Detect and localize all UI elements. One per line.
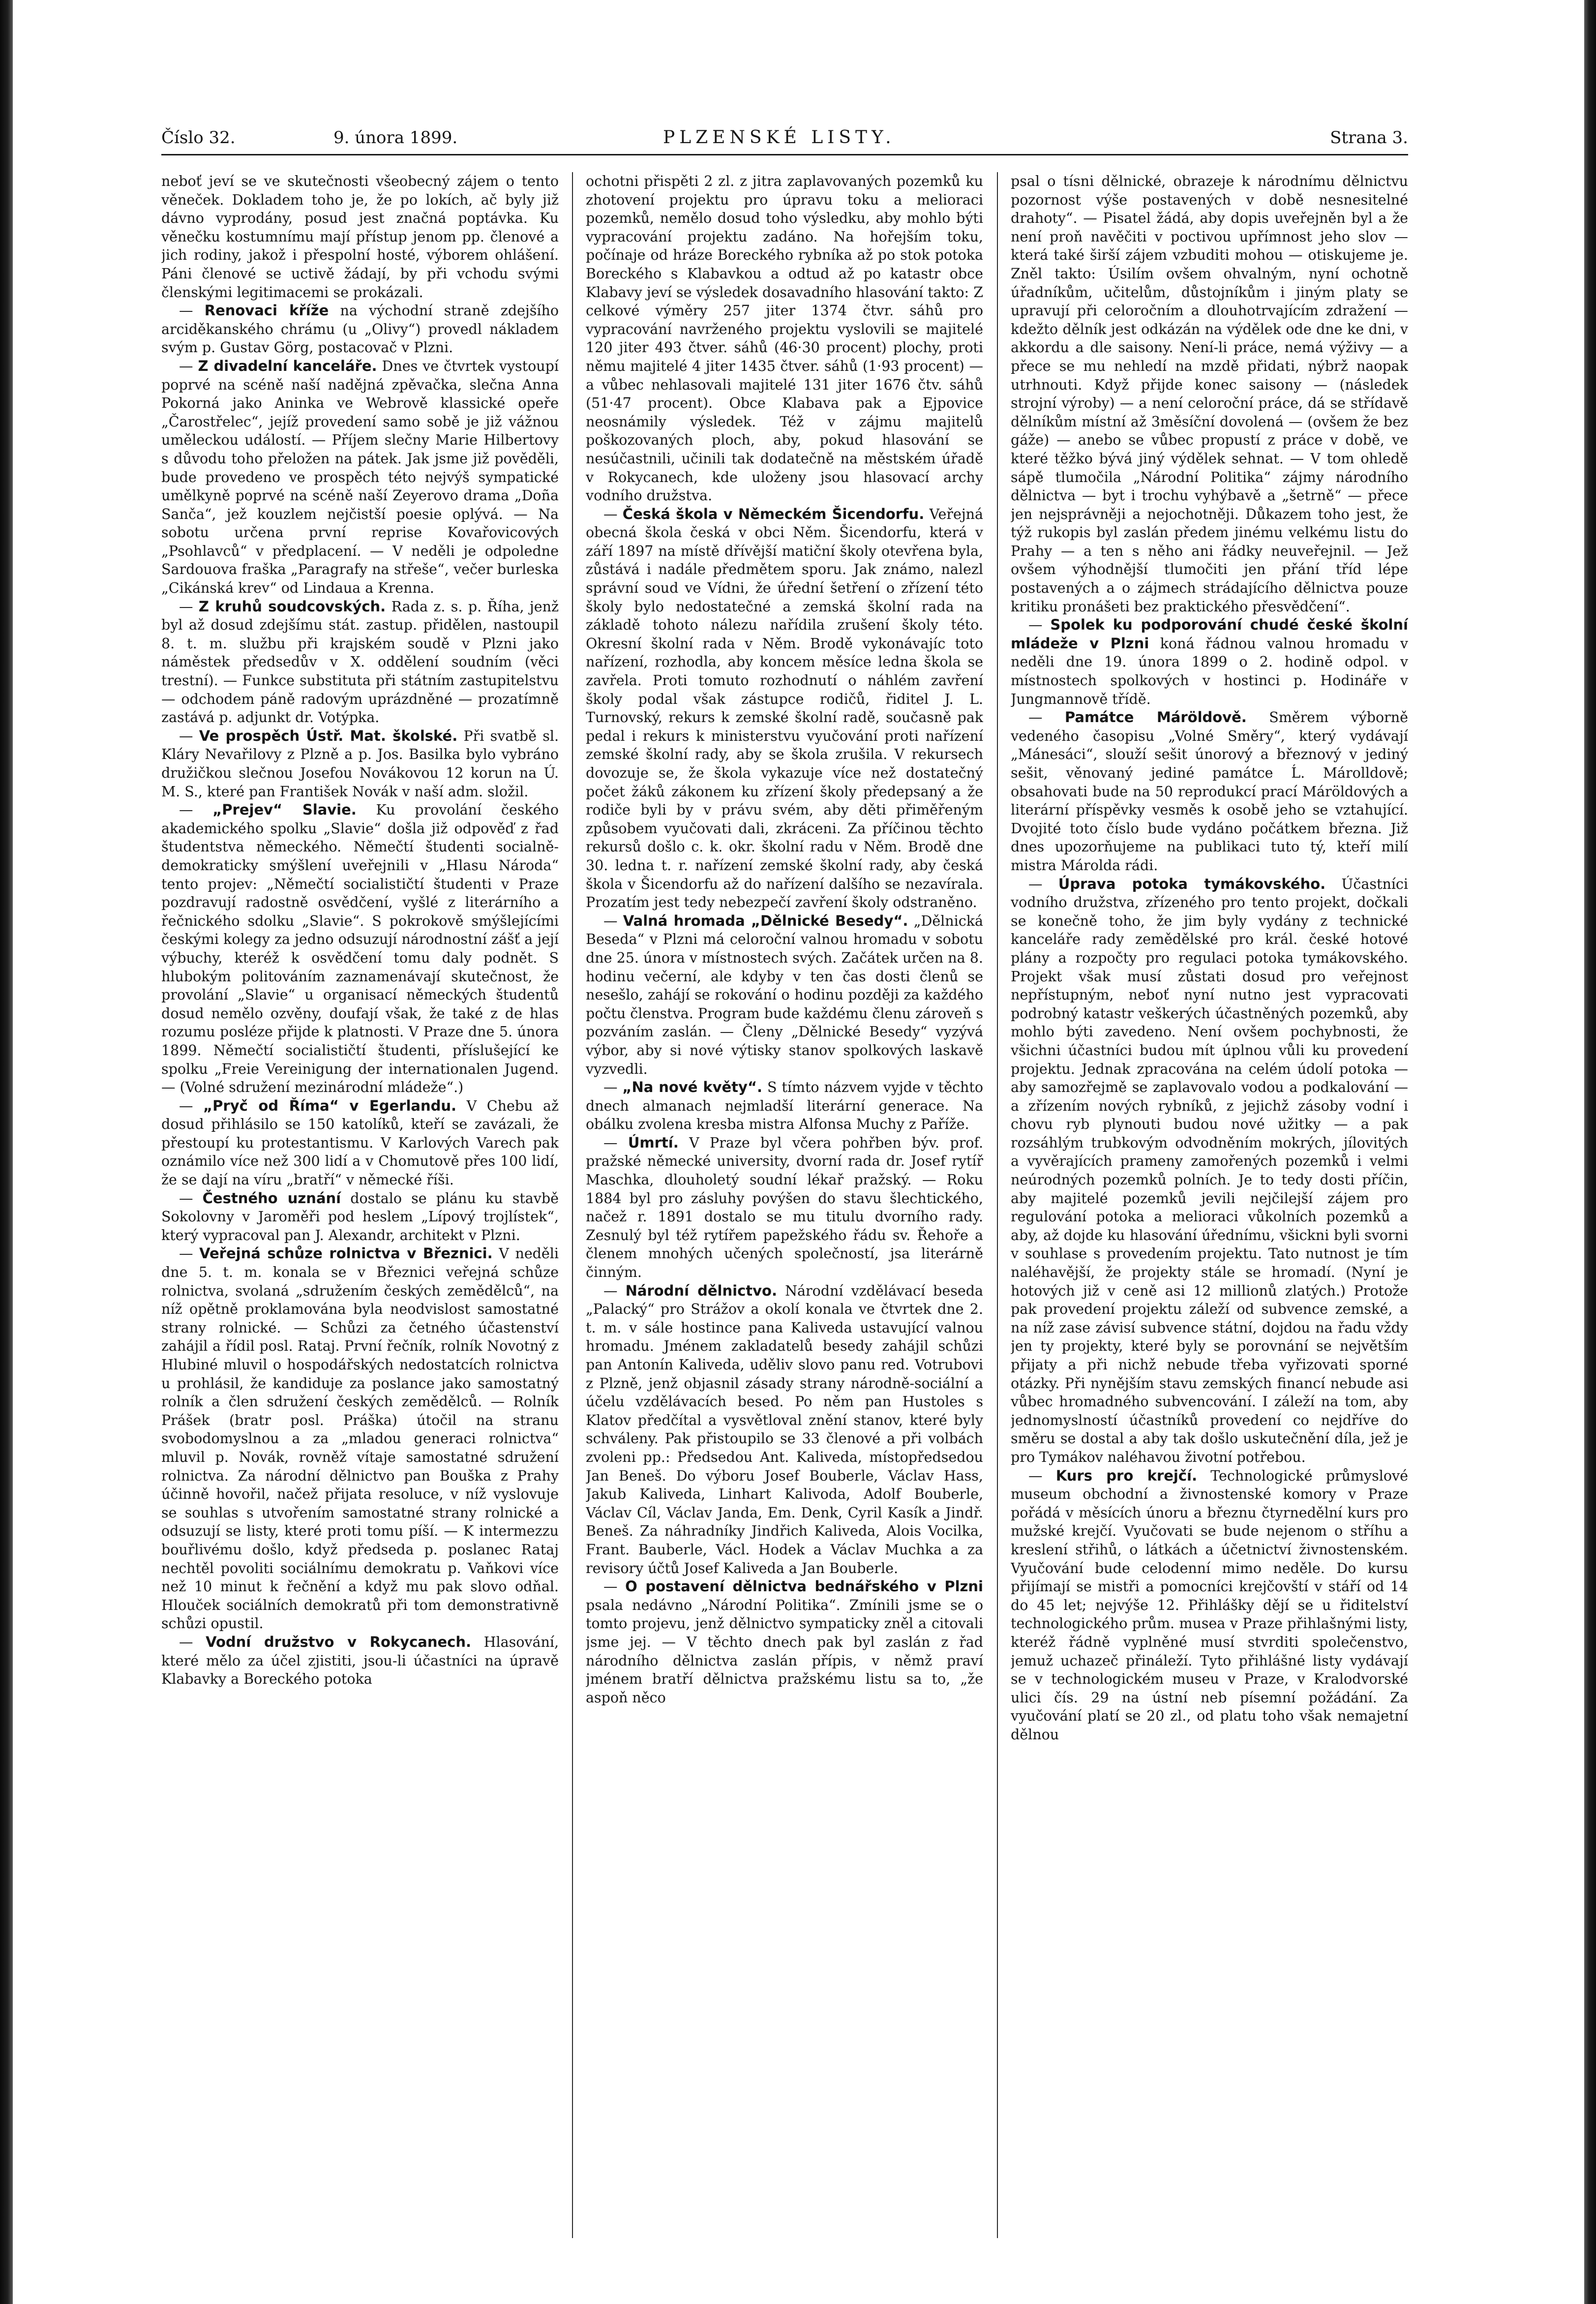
article: — Spolek ku podporování chudé české školní mládeže v Plzni koná řádnou valnou hromadu v neděli dne 19. února 1899 o 2. hodině odpol. v místnostech spolkových v hostinci p. Hodináře v Jungmannově třídě. xyxy=(1011,616,1408,707)
article-continuation: ochotni přispěti 2 zl. z jitra zaplavovaných pozemků ku zhotovení projektu pro úpravu toku a melioraci pozemků, nemělo dosud toho výsledku, aby mohlo býti vypracování projektu zadáno. Na hořejším toku, počínaje od hráze Boreckého rybníka až po stok potoka Boreckého s Klabavkou a odtud až po katastr obce Klabavy jeví se výsledek dosavadního hlasování takto: Z celkové výměry 257 jiter 1374 čtvr. sáhů pro vypracování navrženého projektu vyslovili se majitelé 120 jiter 493 čtver. sáhů (46·30 procent) plochy, proti němu majitelé 4 jiter 1435 čtver. sáhů (1·93 procent) — a vůbec nehlasovali majitelé 131 jiter 1676 čtv. sáhů (51·47 procent). Obce Klabava pak a Ejpovice neosnámily výsledek. Též v zájmu majitelů poškozovaných ploch, aby, pokud hlasování se nesúčastnili, učinili tak dodatečně na městském úřadě v Rokycanech, kde uloženy jsou hlasovací archy vodního družstva. xyxy=(586,173,983,504)
column-divider xyxy=(572,172,573,2238)
article-body: Ku provolání českého akademického spolku „Slavie“ došla již odpověď z řad študentstva německého. Němečtí študenti socialně-demokraticky smýšlení uveřejnili v „Hlasu Národa“ tento projev: „Němečtí socialističtí študenti v Praze pozdravují radostně osvědčení, vyšlé z literárního a řečnického sdolku „Slavie“. S pokrokově smýšlejícími českými kolegy za jedno odsuzují národnostní zášť a její výbuchy, kteréž k osvědčení tomu daly podnět. S hlubokým politováním zaznamenávají skutečnost, že provolání „Slavie“ u organisací německých študentů dosud nemělo ozvěny, doufají však, že také z de hlas rozumu posléze přijde k platnosti. V Praze dne 5. února 1899. Němečtí socialističtí študenti, příslušející ke spolku „Freie Vereinigung der internationalen Jugend. — (Volné sdružení mezinárodní mládeže“.) xyxy=(161,802,559,1096)
scan-border-left xyxy=(0,0,13,2304)
column-divider xyxy=(997,172,998,2238)
article: — O postavení dělnictva bednářského v Plzni psala nedávno „Národní Politika“. Zmínili jsme se o tomto projevu, jenž dělnictvo sympaticky zněl a citovali jsme jej. — V těchto dnech pak byl zaslán z řad národního dělnictva zaslán přípis, v němž praví jménem bratří dělnictva pražskému listu sa to, „že aspoň něco xyxy=(586,1578,983,1706)
article: — Památce Máröldově. Směrem výborně vedeného časopisu „Volné Směry“, který vydávají „Mánesáci“, slouží sešit únorový a březnový v jediný sešit, věnovaný jediné památce Ĺ. Márolldově; obsahovati bude na 50 reprodukcí prací Máröldových a literární příspěvky vesměs k osobě jeho se vztahující. Dvojité toto číslo bude vydáno počátkem března. Již dnes upozorňujeme na publikaci tuto tý, kteří milí mistra Márolda rádi. xyxy=(1011,709,1408,874)
article-headline: Z divadelní kanceláře. xyxy=(198,357,377,374)
article-body: na východní straně zdejšího arciděkanského chrámu (u „Olivy“) provedl nákladem svým p. Gustav Görg, postacovač v Plzni. xyxy=(161,303,559,356)
article-body: V Praze byl včera pohřben býv. prof. pražské německé university, dvorní rada dr. Josef rytíř Maschka, dlouholetý soudní lékař pražský. — Roku 1884 byl pro zásluhy povýšen do stavu šlechtického, načež r. 1891 dostalo se mu titulu dvorního rady. Zesnulý byl též rytířem papežského řádu sv. Řehoře a členem mnohých učených společností, jsa literárně činným. xyxy=(586,1134,983,1281)
article: — „Na nové květy“. S tímto názvem vyjde v těchto dnech almanach nejmladší literární generace. Na obálku zvolena kresba mistra Alfonsa Muchy z Paříže. xyxy=(586,1079,983,1133)
article-body: Technologické průmyslové museum obchodní a živnostenské komory v Praze pořádá v měsících únoru a březnu čtyrnedělní kurs pro mužské krejčí. Vyučovati se bude nejenom o stříhu a kreslení střihů, o látkách a účetnictví živnostenském. Vyučování bude celodenní mimo neděle. Do kursu přijímají se mistři a pomocníci krejčovští v stáří od 14 do 45 let; nejvýše 12. Přihlášky dějí se u řiditelství technologického prům. musea v Praze přihlašnými listy, kteréž řádně vyplněné musí stvrditi společenstvo, jemuž uchazeč přináleží. Tyto přihlášné listy vydávají se v technologickém museu v Praze, v Kralodvorské ulici čís. 29 na ústní neb písemní požádání. Za vyučování platí se 20 zl., od platu toho však nemajetní dělnou xyxy=(1011,1467,1408,1743)
article-body: Hlasování, které mělo za účel zjistiti, jsou-li účastníci na úpravě Klabavky a Boreckého potoka xyxy=(161,1634,559,1688)
article: — Renovaci kříže na východní straně zdejšího arciděkanského chrámu (u „Olivy“) provedl nákladem svým p. Gustav Görg, postacovač v Plzni. xyxy=(161,302,559,356)
article-headline: Památce Máröldově. xyxy=(1064,709,1247,726)
page-number: Strana 3. xyxy=(1330,128,1408,148)
article-headline: Renovaci kříže xyxy=(204,302,329,319)
article-headline: „Pryč od Říma“ v Egerlandu. xyxy=(203,1097,457,1114)
article-headline: Česká škola v Německém Šicendorfu. xyxy=(622,505,925,522)
article-body: Směrem výborně vedeného časopisu „Volné Směry“, který vydávají „Mánesáci“, slouží sešit únorový a březnový v jediný sešit, věnovaný jediné památce Ĺ. Márolldově; obsahovati bude na 50 reprodukcí prací Máröldových a literární příspěvky vesměs k osobě jeho se vztahující. Dvojité toto číslo bude vydáno počátkem března. Již dnes upozorňujeme na publikaci tuto tý, kteří milí mistra Márolda rádi. xyxy=(1011,709,1408,874)
column-left xyxy=(161,172,559,2238)
article-body: koná řádnou valnou hromadu v neděli dne 19. února 1899 o 2. hodině odpol. v místnostech spolkových v hostinci p. Hodináře v Jungmannově třídě. xyxy=(1011,635,1408,707)
newspaper-title: PLZENSKÉ LISTY. xyxy=(663,127,896,148)
article-body: Národní vzdělávací beseda „Palacký“ pro Strážov a okolí konala ve čtvrtek dne 2. t. m. v sále hostince pana Kaliveda ustavující valnou hromadu. Jménem zakladatelů besedy zahájil schůzi pan Antonín Kaliveda, uděliv slovo panu red. Votrubovi z Plzně, jenž objasnil zásady strany národně-sociální a účelu vzdělávacích besed. Po něm pan Hustoles s Klatov předčítal a vysvětloval znění stanov, které byly schváleny. Pak přistoupilo se 33 členové a při volbách zvoleni pp.: Předsedou Ant. Kaliveda, místopředsedou Jan Beneš. Do výboru Josef Bouberle, Václav Hass, Jakub Kaliveda, Linhart Kalivoda, Adolf Bouberle, Václav Cíl, Václav Janda, Em. Denk, Cyril Kasík a Jindř. Beneš. Za náhradníky Jindřich Kaliveda, Alois Vocilka, Frant. Bauberle, Václ. Hodek a Václav Muchka a za revisory účtů Josef Kaliveda a Jan Bouberle. xyxy=(586,1282,983,1576)
article-headline: Vodní družstvo v Rokycanech. xyxy=(206,1633,472,1650)
article-body: „Dělnická Beseda“ v Plzni má celoroční valnou hromadu v sobotu dne 25. února v místnostech svých. Začátek určen na 8. hodinu večerní, ale kdyby v ten čas dosti členů se nesešlo, zahájí se rokování o hodinu později za každého počtu členstva. Program bude každému členu zároveň s pozváním zaslán. — Členy „Dělnické Besedy“ vyzývá výbor, aby si nové výtisky stanov spolkových laskavě vyzvedli. xyxy=(586,912,983,1077)
article-continuation: neboť jeví se ve skutečnosti všeobecný zájem o tento věneček. Dokladem toho je, že po lokích, ač byly již dávno vyprodány, posud jest značná poptávka. Ku věnečku kostumnímu mají přístup jenom pp. členové a jich rodiny, jakož i přespolní hosté, výborem ohlášení. Páni členové se uctivě žádají, by při vchodu svými členskými legitimacemi se prokázali. xyxy=(161,173,559,301)
article-headline: Z kruhů soudcovských. xyxy=(198,598,386,615)
article-headline: Úmrtí. xyxy=(628,1134,679,1151)
header-rule xyxy=(161,154,1408,155)
article-headline: Kurs pro krejčí. xyxy=(1055,1467,1197,1484)
newspaper-page xyxy=(161,125,1408,2241)
article: — Čestného uznání dostalo se plánu ku stavbě Sokolovny v Jaroměři pod heslem „Lípový trojlístek“, který vypracoval pan J. Alexandr, architekt v Plzni. xyxy=(161,1189,559,1243)
article-columns xyxy=(161,172,1408,2238)
article-body: psala nedávno „Národní Politika“. Zmínili jsme se o tomto projevu, jenž dělnictvo sympaticky zněl a citovali jsme jej. — V těchto dnech pak byl zaslán z řad národního dělnictva zaslán přípis, v němž praví jménem bratří dělnictva pražskému listu sa to, „že aspoň něco xyxy=(586,1597,983,1706)
article-continuation: psal o tísni dělnické, obrazeje k národnímu dělnictvu pozornost výše postavených v době nesnesitelné drahoty“. — Pisatel žádá, aby dopis uveřejněn byl a že není proň navěčiti v poctivou upřímnost jeho slov — která také širší zájem vzbuditi mohou — otiskujeme je. Zněl takto: Úsilím ovšem ohvalným, nyní ochotně úřadníkům, učitelům, důstojníkům i jiným platy se upravují při celoročním a dlouhotrvajícím zdražení — kdežto dělník jest odkázán na výdělek ode dne ke dni, v akkordu a dle saisony. Není-li práce, nemá výživy — a přece se mu nehledí na mzdě přidati, nýbrž naopak utrhnouti. Když přijde konec saisony — (následek strojní výroby) — a není celoroční práce, dá se střídavě dělníkům místní až 3měsíční dovolená — (ovšem že bez gáže) — anebo se vůbec propustí z práce v době, ve které těžko bývá jiný výdělek sehnat. — V tom ohledě sápě tlumočila „Národní Politika“ zájmy národního dělnictva — byt i trochu vyhýbavě a „šetrně“ — přece jen nejsprávněji a nejochotněji. Důkazem toho jest, že týž rukopis byl zaslán předem jinému velkému listu do Prahy — a ten s něho ani řádky neuveřejnil. — Jež ovšem výhodnější tlumočiti jen přání tříd lépe postavených a o zájmech strádajícího dělnictva pouze kritiku pronášeti bez praktického přesvědčení“. xyxy=(1011,173,1408,615)
article-headline: Čestného uznání xyxy=(202,1189,341,1207)
article-body: S tímto názvem vyjde v těchto dnech almanach nejmladší literární generace. Na obálku zvolena kresba mistra Alfonsa Muchy z Paříže. xyxy=(586,1079,983,1133)
article: — Vodní družstvo v Rokycanech. Hlasování, které mělo za účel zjistiti, jsou-li účastníci na úpravě Klabavky a Boreckého potoka xyxy=(161,1633,559,1688)
article: — Česká škola v Německém Šicendorfu. Veřejná obecná škola česká v obci Něm. Šicendorfu, která v září 1897 na místě dřívější matiční školy otevřena byla, zůstává i nadále předmětem sporu. Jak známo, nalezl správní soud ve Vídni, že úřední šetření o zřízení této školy bylo nedostatečné a zemská školní rada na základě tohoto nálezu nařídila zrušení školy této. Okresní školní rada v Něm. Brodě vykonávajíc toto nařízení, rozhodla, aby koncem měsíce ledna škola se zavřela. Proti tomuto rozhodnutí o náhlém zavření školy podal však zástupce rodičů, řiditel J. L. Turnovský, rekurs k zemské školní radě, současně pak pedal i rekurs k ministerstvu vyučování proti nařízení zemské školní rady, aby se škola zrušila. V rekursech dovozuje se, že škola vykazuje více než dostatečný počet žáků zákonem ku zřízení školy předepsaný a že rodiče byli by v právu svém, aby děti přiměřeným způsobem vyučovati dali, zkráceni. Za příčinou těchto rekursů došlo c. k. okr. školní radu v Něm. Brodě dne 30. ledna t. r. nařízení zemské školní rady, aby česká škola v Šicendorfu až do nařízení dalšího se nezavírala. Prozatím jest tedy nebezpečí zavření školy odstraněno. xyxy=(586,505,983,911)
article: — Národní dělnictvo. Národní vzdělávací beseda „Palacký“ pro Strážov a okolí konala ve čtvrtek dne 2. t. m. v sále hostince pana Kaliveda ustavující valnou hromadu. Jménem zakladatelů besedy zahájil schůzi pan Antonín Kaliveda, uděliv slovo panu red. Votrubovi z Plzně, jenž objasnil zásady strany národně-sociální a účelu vzdělávacích besed. Po něm pan Hustoles s Klatov předčítal a vysvětloval znění stanov, které byly schváleny. Pak přistoupilo se 33 členové a při volbách zvoleni pp.: Předsedou Ant. Kaliveda, místopředsedou Jan Beneš. Do výboru Josef Bouberle, Václav Hass, Jakub Kaliveda, Linhart Kalivoda, Adolf Bouberle, Václav Cíl, Václav Janda, Em. Denk, Cyril Kasík a Jindř. Beneš. Za náhradníky Jindřich Kaliveda, Alois Vocilka, Frant. Bauberle, Václ. Hodek a Václav Muchka a za revisory účtů Josef Kaliveda a Jan Bouberle. xyxy=(586,1282,983,1576)
article: — Valná hromada „Dělnické Besedy“. „Dělnická Beseda“ v Plzni má celoroční valnou hromadu v sobotu dne 25. února v místnostech svých. Začátek určen na 8. hodinu večerní, ale kdyby v ten čas dosti členů se nesešlo, zahájí se rokování o hodinu později za každého počtu členstva. Program bude každému členu zároveň s pozváním zaslán. — Členy „Dělnické Besedy“ vyzývá výbor, aby si nové výtisky stanov spolkových laskavě vyzvedli. xyxy=(586,912,983,1077)
article-headline: Úprava potoka tymákovského. xyxy=(1058,875,1326,892)
article: — „Pryč od Říma“ v Egerlandu. V Chebu až dosud přihlásilo se 150 katolíků, kteří se zavázali, že přestoupí ku protestantismu. V Karlových Varech pak oznámilo více než 300 lidí a v Chomutově přes 100 lidí, že se dají na víru „bratří“ v německé říši. xyxy=(161,1097,559,1188)
article-body: Veřejná obecná škola česká v obci Něm. Šicendorfu, která v září 1897 na místě dřívější matiční školy otevřena byla, zůstává i nadále předmětem sporu. Jak známo, nalezl správní soud ve Vídni, že úřední šetření o zřízení této školy bylo nedostatečné a zemská školní rada na základě tohoto nálezu nařídila zrušení školy této. Okresní školní rada v Něm. Brodě vykonávajíc toto nařízení, rozhodla, aby koncem měsíce ledna škola se zavřela. Proti tomuto rozhodnutí o náhlém zavření školy podal však zástupce rodičů, řiditel J. L. Turnovský, rekurs k zemské školní radě, současně pak pedal i rekurs k ministerstvu vyučování proti nařízení zemské školní rady, aby se škola zrušila. V rekursech dovozuje se, že škola vykazuje více než dostatečný počet žáků zákonem ku zřízení školy předepsaný a že rodiče byli by v právu svém, aby děti přiměřeným způsobem vyučovati dali, zkráceni. Za příčinou těchto rekursů došlo c. k. okr. školní radu v Něm. Brodě dne 30. ledna t. r. nařízení zemské školní rady, aby česká škola v Šicendorfu až do nařízení dalšího se nezavírala. Prozatím jest tedy nebezpečí zavření školy odstraněno. xyxy=(586,506,983,911)
article-body: Rada z. s. p. Říha, jenž byl až dosud zdejšímu stát. zastup. přidělen, nastoupil 8. t. m. službu při krajském soudě v Plzni jako náměstek předsedův v X. oddělení soudním (věci trestní). — Funkce substituta při státním zastupitelstvu — odchodem páně radovým uprázdněné — prozatímně zastává p. adjunkt dr. Votýpka. xyxy=(161,598,559,726)
article-body: V Chebu až dosud přihlásilo se 150 katolíků, kteří se zavázali, že přestoupí ku protestantismu. V Karlových Varech pak oznámilo více než 300 lidí a v Chomutově přes 100 lidí, že se dají na víru „bratří“ v německé říši. xyxy=(161,1097,559,1188)
issue-number: Číslo 32. xyxy=(161,128,236,148)
article-body: Dnes ve čtvrtek vystoupí poprvé na scéně naší nadějná zpěvačka, slečna Anna Pokorná jako Aninka ve Webrově klassické opeře „Čarostřelec“, jejíž provedení samo sobě je již vážnou uměleckou událostí. — Příjem slečny Marie Hilbertovy s důvodu toho přeložen na pátek. Jak jsme již pověděli, bude provedeno ve prospěch této nejvýš sympatické umělkyně poprvé na scéně naší Zeyerovo drama „Doña Sanča“, jež kouzlem nejčistší poesie oplývá. — Na sobotu určena první reprise Kovařovicových „Psohlavců“ v předplacení. — V neděli je odpoledne Sardouova fraška „Paragrafy na střeše“, večer burleska „Cikánská krev“ od Lindaua a Krenna. xyxy=(161,358,559,597)
article: — Úmrtí. V Praze byl včera pohřben býv. prof. pražské německé university, dvorní rada dr. Josef rytíř Maschka, dlouholetý soudní lékař pražský. — Roku 1884 byl pro zásluhy povýšen do stavu šlechtického, načež r. 1891 dostalo se mu titulu dvorního rady. Zesnulý byl též rytířem papežského řádu sv. Řehoře a členem mnohých učených společností, jsa literárně činným. xyxy=(586,1134,983,1281)
article: — „Prejev“ Slavie. Ku provolání českého akademického spolku „Slavie“ došla již odpověď z řad študentstva německého. Němečtí študenti socialně-demokraticky smýšlení uveřejnili v „Hlasu Národa“ tento projev: „Němečtí socialističtí študenti v Praze pozdravují radostně osvědčení, vyšlé z literárního a řečnického sdolku „Slavie“. S pokrokově smýšlejícími českými kolegy za jedno odsuzují národnostní zášť a její výbuchy, kteréž k osvědčení tomu daly podnět. S hlubokým politováním zaznamenávají skutečnost, že provolání „Slavie“ u organisací německých študentů dosud nemělo ozvěny, doufají však, že také z de hlas rozumu posléze přijde k platnosti. V Praze dne 5. února 1899. Němečtí socialističtí študenti, příslušející ke spolku „Freie Vereinigung der internationalen Jugend. — (Volné sdružení mezinárodní mládeže“.) xyxy=(161,801,559,1096)
article: — Kurs pro krejčí. Technologické průmyslové museum obchodní a živnostenské komory v Praze pořádá v měsících únoru a březnu čtyrnedělní kurs pro mužské krejčí. Vyučovati se bude nejenom o stříhu a kreslení střihů, o látkách a účetnictví živnostenském. Vyučování bude celodenní mimo neděle. Do kursu přijímají se mistři a pomocníci krejčovští v stáří od 14 do 45 let; nejvýše 12. Přihlášky dějí se u řiditelství technologického prům. musea v Praze přihlašnými listy, kteréž řádně vyplněné musí stvrditi společenstvo, jemuž uchazeč přináleží. Tyto přihlášné listy vydávají se v technologickém museu v Praze, v Kralodvorské ulici čís. 29 na ústní neb písemní požádání. Za vyučování platí se 20 zl., od platu toho však nemajetní dělnou xyxy=(1011,1467,1408,1743)
article-headline: Spolek ku podporování chudé české školní mládeže v Plzni xyxy=(1011,616,1408,652)
article-body: Účastníci vodního družstva, zřízeného pro tento projekt, dočkali se konečně toho, že jim byly vydány z technické kanceláře rady zemědělské pro král. české hotové plány a rozpočty pro regulaci potoka tymákovského. Projekt však musí zůstati dosud pro veřejnost nepřístupným, neboť nyní nutno jest vypracovati podrobný katastr veškerých účastněných pozemků, aby mohlo býti zavedeno. Není ovšem pochybnosti, že všichni účastníci budou mít úplnou vůli ku provedení projektu. Jednak zpracována na celém údolí potoka — aby samozřejmě se zaplavovalo vodou a podkalování — a zřízením nových rybníků, z jejichž zásoby vodní i chovu ryb plynouti budou nové užitky — a pak rozsáhlým trubkovým odvodněním mokrých, jílovitých a vyvěrajících prameny zamořených pozemků i velmi neúrodných pozemků polních. Je to tedy dosti příčin, aby majitelé pozemků jevili nejčilejší zájem pro regulování potoka a melioraci vůkolních pozemků a aby, až dojde ku hlasování úřednímu, všickni byli svorni v souhlase s provedením projektu. Tato nutnost je tím naléhavější, že projekty stále se hromadí. (Nyní je hotových již v ceně asi 12 millionů zlatých.) Protože pak provedení projektu záleží od subvence zemské, a na níž zase závisí subvence státní, dojdou na řadu vždy jen ty projekty, které byly se porovnání se největším přijaty a při nichž nebude třeba vyřizovati sporné otázky. Při nynějším stavu zemských financí nebude asi vůbec hromadného subvencování. I záleží na tom, aby jednomyslností účastníků provedení co nejdříve do směru se dostal a aby tak došlo uskutečnění díla, jež je pro Tymákov naléhavou životní potřebou. xyxy=(1011,876,1408,1465)
issue-date: 9. února 1899. xyxy=(333,128,458,148)
article-headline: „Prejev“ Slavie. xyxy=(212,801,357,819)
article: — Z divadelní kanceláře. Dnes ve čtvrtek vystoupí poprvé na scéně naší nadějná zpěvačka, slečna Anna Pokorná jako Aninka ve Webrově klassické opeře „Čarostřelec“, jejíž provedení samo sobě je již vážnou uměleckou událostí. — Příjem slečny Marie Hilbertovy s důvodu toho přeložen na pátek. Jak jsme již pověděli, bude provedeno ve prospěch této nejvýš sympatické umělkyně poprvé na scéně naší Zeyerovo drama „Doña Sanča“, jež kouzlem nejčistší poesie oplývá. — Na sobotu určena první reprise Kovařovicových „Psohlavců“ v předplacení. — V neděli je odpoledne Sardouova fraška „Paragrafy na střeše“, večer burleska „Cikánská krev“ od Lindaua a Krenna. xyxy=(161,357,559,597)
article-headline: Veřejná schůze rolnictva v Březnici. xyxy=(199,1245,493,1262)
article-headline: „Na nové květy“. xyxy=(622,1079,763,1096)
article: — Ve prospěch Ústř. Mat. školské. Při svatbě sl. Kláry Nevařilovy z Plzně a p. Jos. Basilka bylo vybráno družičkou slečnou Josefou Novákovou 12 korun na Ú. M. S., které pan František Novák v naší adm. složil. xyxy=(161,727,559,800)
article: — Úprava potoka tymákovského. Účastníci vodního družstva, zřízeného pro tento projekt, dočkali se konečně toho, že jim byly vydány z technické kanceláře rady zemědělské pro král. české hotové plány a rozpočty pro regulaci potoka tymákovského. Projekt však musí zůstati dosud pro veřejnost nepřístupným, neboť nyní nutno jest vypracovati podrobný katastr veškerých účastněných pozemků, aby mohlo býti zavedeno. Není ovšem pochybnosti, že všichni účastníci budou mít úplnou vůli ku provedení projektu. Jednak zpracována na celém údolí potoka — aby samozřejmě se zaplavovalo vodou a podkalování — a zřízením nových rybníků, z jejichž zásoby vodní i chovu ryb plynouti budou nové užitky — a pak rozsáhlým trubkovým odvodněním mokrých, jílovitých a vyvěrajících prameny zamořených pozemků i velmi neúrodných pozemků polních. Je to tedy dosti příčin, aby majitelé pozemků jevili nejčilejší zájem pro regulování potoka a melioraci vůkolních pozemků a aby, až dojde ku hlasování úřednímu, všickni byli svorni v souhlase s provedením projektu. Tato nutnost je tím naléhavější, že projekty stále se hromadí. (Nyní je hotových již v ceně asi 12 millionů zlatých.) Protože pak provedení projektu záleží od subvence zemské, a na níž zase závisí subvence státní, dojdou na řadu vždy jen ty projekty, které byly se porovnání se největším přijaty a při nichž nebude třeba vyřizovati sporné otázky. Při nynějším stavu zemských financí nebude asi vůbec hromadného subvencování. I záleží na tom, aby jednomyslností účastníků provedení co nejdříve do směru se dostal a aby tak došlo uskutečnění díla, jež je pro Tymákov naléhavou životní potřebou. xyxy=(1011,875,1408,1465)
article-headline: O postavení dělnictva bednářského v Plzni xyxy=(625,1578,983,1595)
article-body: V neděli dne 5. t. m. konala se v Březnici veřejná schůze rolnictva, svolaná „sdružením českých zemědělců“, na níž opětně proklamována byla neodvislost samostatné strany rolnické. — Schůzi za četného účastenství zahájil a řídil posl. Rataj. První řečník, rolník Novotný z Hlubiné mluvil o hospodářských nedostatcích rolnictva u prohlásil, že kandiduje za poslance jako samostatný rolník a člen sdružení českých zemědělců. — Rolník Prášek (bratr posl. Práška) útočil na stranu svobodomyslnou a za „mladou generaci rolnictva“ mluvil p. Novák, rovněž vítaje samostatné sdružení rolnictva. Za národní dělnictvo pan Bouška z Prahy účinně hovořil, načež přijata resoluce, v níž vyslovuje se souhlas s utvořením samostatné strany rolnické a odsuzují se listy, které proti tomu píší. — K intermezzu bouřlivému došlo, když předseda p. poslanec Rataj nechtěl povoliti sociálnímu demokratu p. Vaňkovi více než 10 minut k řečnění a když mu pak slovo odňal. Hlouček sociálních demokratů při tom demonstrativně schůzi opustil. xyxy=(161,1245,559,1632)
page-header xyxy=(161,125,1408,150)
column-right xyxy=(1011,172,1408,2238)
article-headline: Národní dělnictvo. xyxy=(625,1282,777,1299)
scan-border-right xyxy=(1584,0,1596,2304)
article-headline: Valná hromada „Dělnické Besedy“. xyxy=(623,912,908,929)
article: — Veřejná schůze rolnictva v Březnici. V neděli dne 5. t. m. konala se v Březnici veřejná schůze rolnictva, svolaná „sdružením českých zemědělců“, na níž opětně proklamována byla neodvislost samostatné strany rolnické. — Schůzi za četného účastenství zahájil a řídil posl. Rataj. První řečník, rolník Novotný z Hlubiné mluvil o hospodářských nedostatcích rolnictva u prohlásil, že kandiduje za poslance jako samostatný rolník a člen sdružení českých zemědělců. — Rolník Prášek (bratr posl. Práška) útočil na stranu svobodomyslnou a za „mladou generaci rolnictva“ mluvil p. Novák, rovněž vítaje samostatné sdružení rolnictva. Za národní dělnictvo pan Bouška z Prahy účinně hovořil, načež přijata resoluce, v níž vyslovuje se souhlas s utvořením samostatné strany rolnické a odsuzují se listy, které proti tomu píší. — K intermezzu bouřlivému došlo, když předseda p. poslanec Rataj nechtěl povoliti sociálnímu demokratu p. Vaňkovi více než 10 minut k řečnění a když mu pak slovo odňal. Hlouček sociálních demokratů při tom demonstrativně schůzi opustil. xyxy=(161,1245,559,1632)
article-headline: Ve prospěch Ústř. Mat. školské. xyxy=(199,727,458,744)
article-body: Při svatbě sl. Kláry Nevařilovy z Plzně a p. Jos. Basilka bylo vybráno družičkou slečnou Josefou Novákovou 12 korun na Ú. M. S., které pan František Novák v naší adm. složil. xyxy=(161,728,559,800)
column-middle xyxy=(586,172,983,2238)
article-body: dostalo se plánu ku stavbě Sokolovny v Jaroměři pod heslem „Lípový trojlístek“, který vypracoval pan J. Alexandr, architekt v Plzni. xyxy=(161,1190,559,1243)
article: — Z kruhů soudcovských. Rada z. s. p. Říha, jenž byl až dosud zdejšímu stát. zastup. přidělen, nastoupil 8. t. m. službu při krajském soudě v Plzni jako náměstek předsedův v X. oddělení soudním (věci trestní). — Funkce substituta při státním zastupitelstvu — odchodem páně radovým uprázdněné — prozatímně zastává p. adjunkt dr. Votýpka. xyxy=(161,598,559,726)
